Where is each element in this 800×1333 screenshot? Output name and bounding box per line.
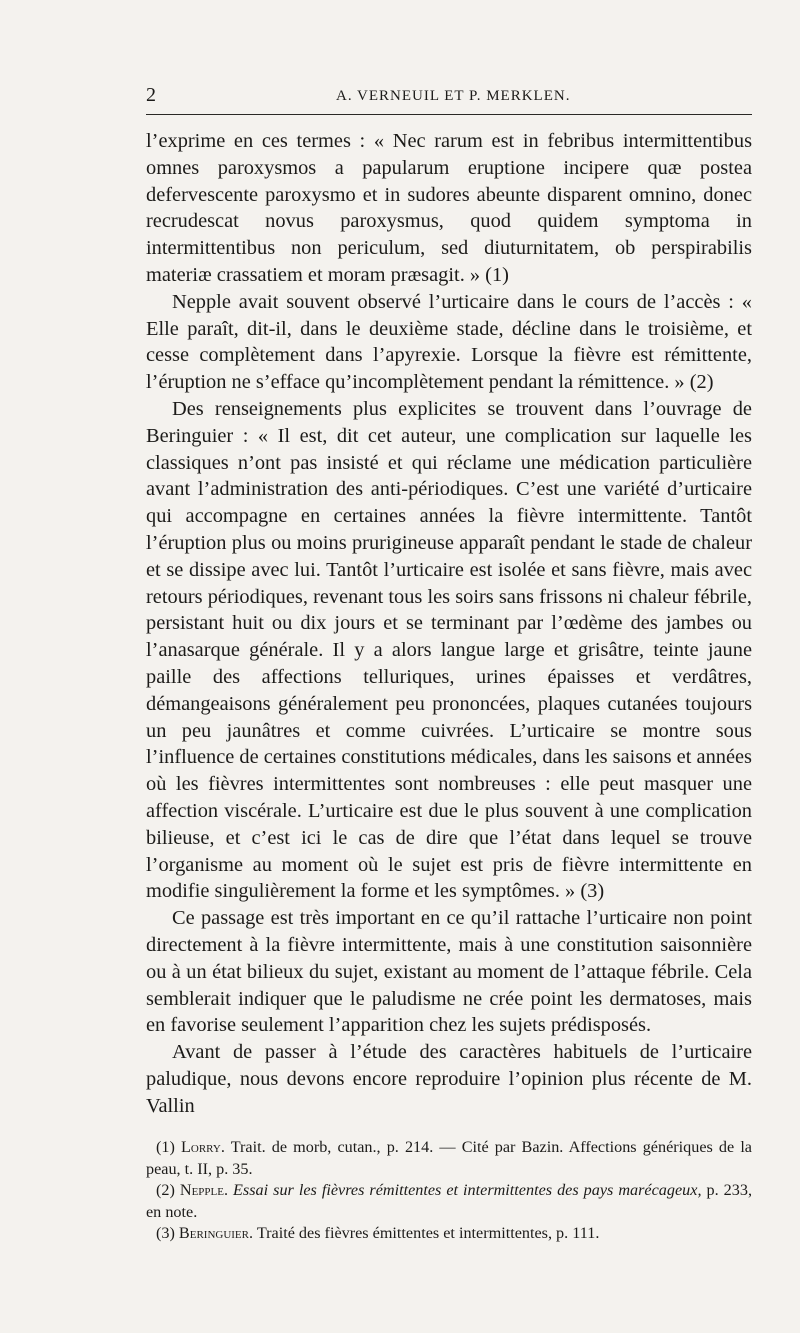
body-text [146,128,752,1119]
paragraph: Ce passage est très important en ce qu’il rattache l’urticaire non point directement à la fièvre intermittente, mais à une constitution saisonnière ou à un état bilieux du sujet, existant au moment de l’attaque fébrile. Cela semblerait indiquer que le paludisme ne crée point les dermatoses, mais en favorise seulement l’apparition chez les sujets prédisposés. [146,907,752,1037]
paragraph: l’exprime en ces termes : « Nec rarum est in febribus intermittentibus omnes paroxysmos a papularum eruptione incipere quæ postea defervescente paroxysmo et in sudores abeunte disparent omnino, donec recrudescat novus paroxysmus, quod quidem symptoma in intermittentibus non periculum, sed diuturnitatem, ob perspirabilis materiæ crassatiem et moram præsagit. » (1) [146,130,752,286]
footnote-author: Nepple. [179,1181,229,1200]
footnote-text: Traité des fièvres émittentes et intermittentes, p. 111. [256,1224,600,1243]
footnote-title: Essai sur les fièvres rémittentes et intermittentes des pays marécageux, [233,1181,702,1200]
paragraph: Des renseignements plus explicites se trouvent dans l’ouvrage de Beringuier : « Il est, dit cet auteur, une complication sur laquelle les classiques n’ont pas insisté et qui réclame une médication particulière avant l’administration des anti-périodiques. C’est une variété d’urticaire qui accompagne en certaines années la fièvre intermittente. Tantôt l’éruption plus ou moins prurigineuse apparaît pendant le stade de chaleur et se dissipe avec lui. Tantôt l’urticaire est isolée et sans fièvre, mais avec retours périodiques, revenant tous les soirs sans frissons ni chaleur fébrile, persistant huit ou dix jours et se terminant par l’œdème des jambes ou l’anasarque générale. Il y a alors langue large et grisâtre, teinte jaune paille des affections telluriques, urines épaisses et verdâtres, démangeaisons généralement peu prononcées, plaques cutanées toujours un peu jaunâtres et comme cuivrées. L’urticaire se montre sous l’influence de certaines constitutions médicales, dans les saisons et années où les fièvres intermittentes sont nombreuses : elle peut masquer une affection viscérale. L’urticaire est due le plus souvent à une complication bilieuse, et c’est ici le cas de dire que l’état dans lequel se trouve l’organisme au moment où le sujet est pris de fièvre intermittente en modifie singulièrement la forme et les symptômes. » (3) [146,397,752,903]
footnote-2 [146,1180,752,1223]
footnote-author: Lorry. [180,1138,225,1157]
footnote-text: p. 233, en note. [146,1181,753,1221]
footnotes [146,1137,752,1245]
footnote-1 [146,1137,752,1180]
running-head: A. VERNEUIL ET P. MERKLEN. [336,88,571,104]
footnote-number: (1) [156,1138,175,1157]
page-header [146,84,752,110]
footnote-author: Beringuier. [178,1224,254,1243]
header-rule [146,114,752,115]
paragraph: Nepple avait souvent observé l’urticaire dans le cours de l’accès : « Elle paraît, dit-il, dans le deuxième stade, décline dans le troisième, et cesse complètement dans l’apyrexie. Lorsque la fièvre est rémittente, l’éruption ne s’efface qu’incomplètement pendant la rémittence. » (2) [146,290,752,394]
footnote-number: (3) [156,1224,175,1243]
footnote-number: (2) [156,1181,175,1200]
paragraph: Avant de passer à l’étude des caractères habituels de l’urticaire paludique, nous devons encore reproduire l’opinion plus récente de M. Vallin [146,1041,752,1117]
page-number: 2 [146,84,157,106]
footnote-3 [146,1223,752,1245]
footnote-text: Trait. de morb, cutan., p. 214. — Cité par Bazin. Affections génériques de la peau, t. II, p. 35. [146,1138,752,1178]
